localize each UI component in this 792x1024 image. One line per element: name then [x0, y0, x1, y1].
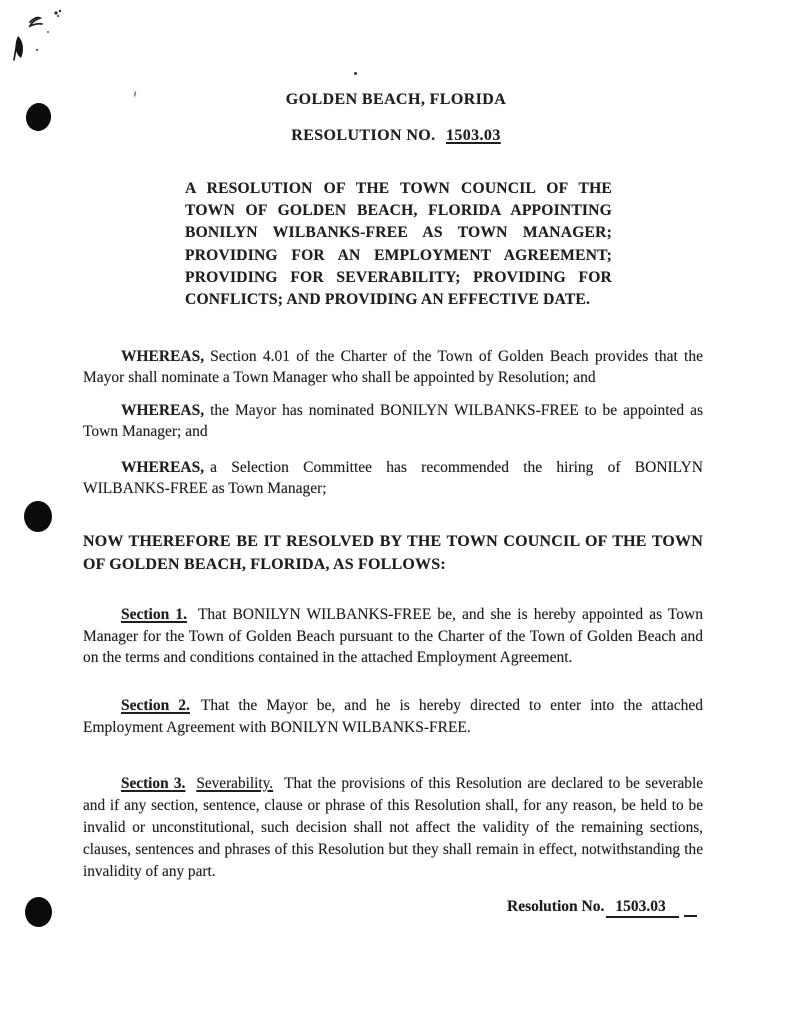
handwriting-scan-artifact	[4, 2, 74, 74]
whereas-text: Section 4.01 of the Charter of the Town of Golden Beach provides that the Mayor shall nominate a Town Manager who shall be appointed by Resolution; and	[83, 348, 703, 386]
section-3-label: Section 3.	[121, 775, 186, 792]
section-1-text: That BONILYN WILBANKS-FREE be, and she is hereby appointed as Town Manager for the Town of Golden Beach pursuant to the Charter of the Town of Golden Beach and on the terms and conditions contained in the attached Employment Agreement.	[83, 606, 704, 666]
resolution-label: RESOLUTION NO.	[291, 127, 436, 144]
scan-speck	[354, 72, 357, 75]
document-title-city: GOLDEN BEACH, FLORIDA	[285, 91, 507, 108]
resolution-number-heading	[0, 127, 792, 145]
footer-resolution-value: 1503.03	[606, 898, 678, 918]
resolution-title: A RESOLUTION OF THE TOWN COUNCIL OF THE TOWN OF GOLDEN BEACH, FLORIDA APPOINTING BONILYN WILBANKS-FREE AS TOWN MANAGER; PROVIDING FOR AN EMPLOYMENT AGREEMENT; PROVIDING FOR SEVERABILITY; PROVIDING FOR CONFLICTS; AND PROVIDING AN EFFECTIVE DATE.	[185, 180, 612, 309]
section-3-paragraph	[83, 773, 703, 883]
section-2-label: Section 2.	[121, 697, 190, 714]
footer-underscore-mark	[684, 900, 697, 918]
section-2-text: That the Mayor be, and he is hereby directed to enter into the attached Employment Agreement with BONILYN WILBANKS-FREE.	[83, 697, 703, 736]
whereas-clause-2	[83, 401, 703, 443]
section-2-paragraph	[83, 695, 703, 738]
section-1-label: Section 1.	[121, 606, 187, 623]
whereas-lead: WHEREAS,	[121, 348, 205, 365]
whereas-text: a Selection Committee has recommended the hiring of BONILYN WILBANKS-FREE as Town Manager;	[83, 459, 703, 497]
resolved-clause: NOW THEREFORE BE IT RESOLVED BY THE TOWN COUNCIL OF THE TOWN OF GOLDEN BEACH, FLORIDA, AS FOLLOWS:	[83, 533, 703, 573]
whereas-text: the Mayor has nominated BONILYN WILBANKS-FREE to be appointed as Town Manager; and	[83, 402, 703, 440]
section-3-sublabel: Severability.	[196, 775, 274, 792]
whereas-lead: WHEREAS,	[121, 459, 205, 476]
whereas-lead: WHEREAS,	[121, 402, 205, 419]
hole-punch-mark	[25, 897, 52, 927]
whereas-clause-1	[83, 347, 703, 389]
section-1-paragraph	[83, 604, 703, 669]
footer-resolution-label: Resolution No.	[507, 898, 605, 915]
section-3-text: That the provisions of this Resolution are declared to be severable and if any section, sentence, clause or phrase of this Resolution shall, for any reason, be held to be invalid or unconstitutional, such decision shall not affect the validity of the remaining sections, clauses, sentences and phrases of this Resolution but they shall remain in effect, notwithstanding the invalidity of any part.	[83, 775, 703, 880]
resolution-number: 1503.03	[445, 127, 501, 144]
hole-punch-mark	[24, 501, 52, 532]
whereas-clause-3	[83, 458, 703, 500]
footer-resolution-number	[507, 898, 697, 917]
